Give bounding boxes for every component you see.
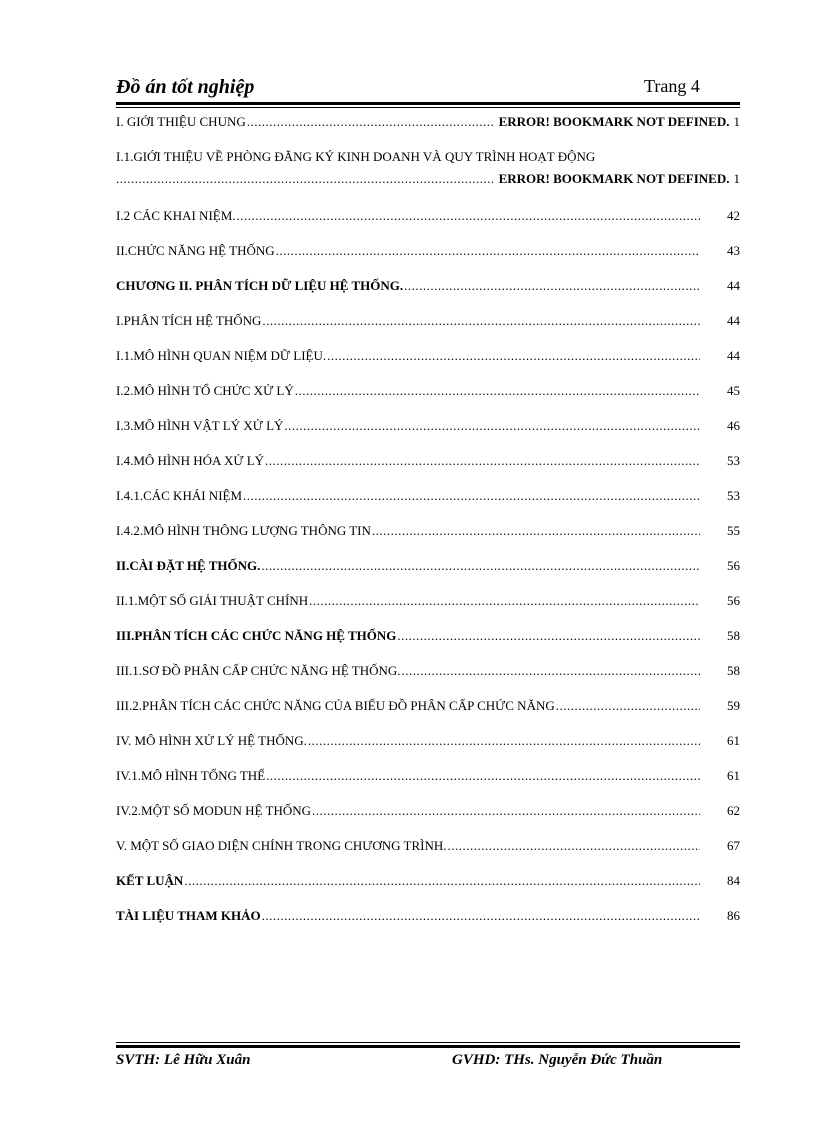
toc-entry-page: 55 <box>727 523 740 538</box>
toc-entry-page: 67 <box>727 838 740 853</box>
toc-leader-dots <box>327 348 700 364</box>
toc-entry[interactable] <box>116 833 740 859</box>
toc-entry-title: I.PHÂN TÍCH HỆ THỐNG <box>116 313 262 328</box>
table-of-contents <box>116 109 740 938</box>
toc-entry-page: 43 <box>727 243 740 258</box>
toc-entry-title: I.1.GIỚI THIỆU VỀ PHÒNG ĐĂNG KÝ KINH DOANH VÀ QUY TRÌNH HOẠT ĐỘNG <box>116 149 596 164</box>
toc-entry-page: 58 <box>727 663 740 678</box>
page-header <box>116 76 740 100</box>
toc-entry[interactable] <box>116 144 740 194</box>
toc-entry-page: 42 <box>727 208 740 223</box>
toc-leader-dots <box>265 453 700 469</box>
toc-leader-dots <box>309 593 700 609</box>
toc-entry-page: 44 <box>727 348 740 363</box>
toc-leader-dots <box>284 418 700 434</box>
toc-entry-title: III.1.SƠ ĐỒ PHÂN CẤP CHỨC NĂNG HỆ THỐNG. <box>116 663 401 678</box>
toc-entry[interactable] <box>116 308 740 334</box>
toc-entry[interactable] <box>116 868 740 894</box>
page-number-label: Trang 4 <box>644 76 700 96</box>
toc-leader-dots <box>262 313 700 329</box>
page-footer <box>116 1052 740 1074</box>
toc-entry-page: 84 <box>727 873 740 888</box>
toc-entry[interactable] <box>116 413 740 439</box>
toc-entry-page: 59 <box>727 698 740 713</box>
toc-entry-page: 1 <box>733 171 740 186</box>
toc-error-text: ERROR! BOOKMARK NOT DEFINED. <box>498 114 730 129</box>
student-name: SVTH: Lê Hữu Xuân <box>116 1052 251 1068</box>
toc-entry-page: 1 <box>733 114 740 129</box>
toc-entry[interactable] <box>116 343 740 369</box>
toc-entry[interactable] <box>116 623 740 649</box>
toc-leader-dots <box>312 803 700 819</box>
toc-entry-title: III.PHÂN TÍCH CÁC CHỨC NĂNG HỆ THỐNG <box>116 628 397 643</box>
toc-entry-page: 56 <box>727 558 740 573</box>
toc-entry-title: III.2.PHÂN TÍCH CÁC CHỨC NĂNG CỦA BIỂU ĐỒ PHÂN CẤP CHỨC NĂNG <box>116 698 555 713</box>
toc-entry[interactable] <box>116 903 740 929</box>
toc-entry-page: 46 <box>727 418 740 433</box>
toc-entry-title: I.2.MÔ HÌNH TỔ CHỨC XỬ LÝ <box>116 383 294 398</box>
toc-entry-title: I. GIỚI THIỆU CHUNG <box>116 114 246 129</box>
footer-rule-thick <box>116 1045 740 1048</box>
toc-leader-dots <box>404 278 700 294</box>
toc-entry[interactable] <box>116 728 740 754</box>
toc-entry[interactable] <box>116 693 740 719</box>
toc-entry-title: IV. MÔ HÌNH XỬ LÝ HỆ THỐNG. <box>116 733 307 748</box>
toc-entry-title: V. MỘT SỐ GIAO DIỆN CHÍNH TRONG CHƯƠNG TRÌNH. <box>116 838 447 853</box>
toc-entry[interactable] <box>116 518 740 544</box>
toc-leader-dots <box>266 768 700 784</box>
toc-entry-page: 61 <box>727 768 740 783</box>
toc-entry-title: I.2 CÁC KHAI NIỆM. <box>116 208 236 223</box>
toc-entry-title: CHƯƠNG II. PHÂN TÍCH DỮ LIỆU HỆ THỐNG. <box>116 278 404 293</box>
toc-entry[interactable] <box>116 483 740 509</box>
toc-entry-page: 44 <box>727 278 740 293</box>
toc-entry-title: I.4.1.CÁC KHÁI NIỆM <box>116 488 243 503</box>
toc-leader-dots <box>308 733 700 749</box>
toc-leader-dots <box>237 208 700 224</box>
supervisor-name: GVHD: THs. Nguyễn Đức Thuần <box>452 1052 663 1068</box>
toc-entry-page: 53 <box>727 453 740 468</box>
toc-entry-page: 56 <box>727 593 740 608</box>
toc-entry[interactable] <box>116 798 740 824</box>
toc-leader-dots <box>448 838 700 854</box>
toc-entry-page: 44 <box>727 313 740 328</box>
toc-entry[interactable] <box>116 588 740 614</box>
toc-entry-title: TÀI LIỆU THAM KHẢO <box>116 908 261 923</box>
toc-entry-title: IV.2.MỘT SỐ MODUN HỆ THỐNG <box>116 803 312 818</box>
toc-entry-page: 61 <box>727 733 740 748</box>
document-title: Đồ án tốt nghiệp <box>116 76 255 98</box>
toc-leader-dots <box>556 698 700 714</box>
toc-entry-title: KẾT LUẬN <box>116 873 184 888</box>
toc-entry-title: I.3.MÔ HÌNH VẬT LÝ XỬ LÝ <box>116 418 284 433</box>
toc-entry-title: II.CÀI ĐẶT HỆ THỐNG. <box>116 558 261 573</box>
toc-leader-dots <box>184 873 700 889</box>
toc-entry[interactable] <box>116 203 740 229</box>
toc-entry-title: IV.1.MÔ HÌNH TỔNG THỂ <box>116 768 266 783</box>
toc-entry-page: 62 <box>727 803 740 818</box>
toc-entry-page: 86 <box>727 908 740 923</box>
toc-entry[interactable] <box>116 273 740 299</box>
toc-leader-dots <box>243 488 700 504</box>
toc-entry-page: 58 <box>727 628 740 643</box>
toc-leader-dots <box>261 558 700 574</box>
toc-leader-dots <box>116 171 493 187</box>
toc-leader-dots <box>397 628 700 644</box>
toc-leader-dots <box>295 383 700 399</box>
toc-entry[interactable] <box>116 378 740 404</box>
footer-rule-thin <box>116 1042 740 1043</box>
toc-entry[interactable] <box>116 658 740 684</box>
toc-entry[interactable] <box>116 238 740 264</box>
toc-leader-dots <box>372 523 700 539</box>
toc-entry[interactable] <box>116 553 740 579</box>
toc-entry-title: I.4.MÔ HÌNH HÓA XỬ LÝ <box>116 453 265 468</box>
toc-error-text: ERROR! BOOKMARK NOT DEFINED. <box>498 171 730 186</box>
toc-leader-dots <box>247 114 493 130</box>
toc-entry[interactable] <box>116 109 740 135</box>
toc-entry-title: II.1.MỘT SỐ GIẢI THUẬT CHÍNH <box>116 593 309 608</box>
toc-leader-dots <box>262 908 700 924</box>
toc-entry-page: 45 <box>727 383 740 398</box>
toc-leader-dots <box>276 243 700 259</box>
toc-leader-dots <box>402 663 700 679</box>
header-rule-thin <box>116 107 740 108</box>
toc-entry-page: 53 <box>727 488 740 503</box>
toc-entry-title: I.4.2.MÔ HÌNH THÔNG LƯỢNG THÔNG TIN <box>116 523 371 538</box>
toc-entry[interactable] <box>116 763 740 789</box>
header-rule-thick <box>116 102 740 105</box>
toc-entry[interactable] <box>116 448 740 474</box>
toc-entry-title: II.CHỨC NĂNG HỆ THỐNG <box>116 243 275 258</box>
toc-entry-title: I.1.MÔ HÌNH QUAN NIỆM DỮ LIỆU. <box>116 348 327 363</box>
